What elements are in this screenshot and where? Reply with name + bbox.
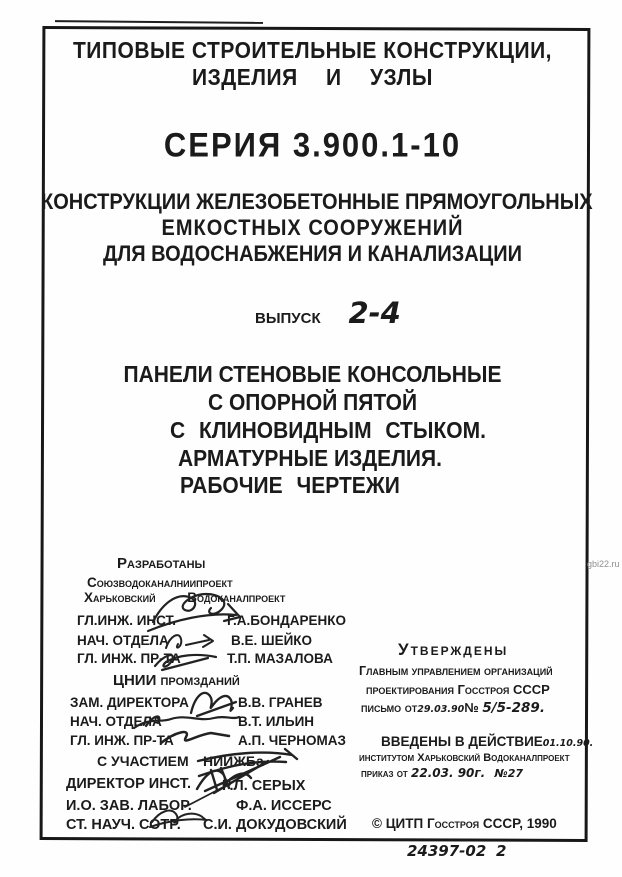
letter-date: 29.03.90 [417,704,465,715]
signer-role: ГЛ.ИНЖ. ИНСТ. [77,613,177,628]
by-institute: институтом Харьковский Водоканалпроект [359,752,570,764]
footer-page-number: 2 [496,842,507,860]
participation-org: НИИЖБа [203,753,264,769]
developed-org2: Харьковский Водоканалпроект [84,590,286,605]
approved-line2: проектирования Госстроя СССР [366,682,550,697]
developed-org1: Союзводоканалниипроект [87,575,233,590]
effective-row [381,734,593,749]
signer-name: Р.Л. СЕРЫХ [222,778,306,794]
watermark-text: gbi22.ru [587,559,620,569]
signer-role: СТ. НАУЧ. СОТР. [66,817,181,833]
subtitle-line5: РАБОЧИЕ ЧЕРТЕЖИ [180,473,400,499]
signer-role: НАЧ. ОТДЕЛА [77,633,169,648]
series-number: СЕРИЯ 3.900.1-10 [163,125,462,165]
doc-header-line1: ТИПОВЫЕ СТРОИТЕЛЬНЫЕ КОНСТРУКЦИИ, [72,38,553,64]
doc-header-line2: ИЗДЕЛИЯ И УЗЛЫ [192,65,433,91]
order-row [361,766,523,780]
signer-name: Ф.А. ИССЕРС [236,798,332,814]
main-title-line2: ЕМКОСТНЫХ СООРУЖЕНИЙ [161,216,464,241]
signer-role: ЗАМ. ДИРЕКТОРА [70,695,189,710]
copyright-line: © ЦИТП Госстроя СССР, 1990 [372,816,557,831]
order-number: №27 [494,767,523,780]
letter-label: письмо от [361,700,418,715]
developed-org3: ЦНИИ промзданий [113,672,240,689]
signer-name: В.Е. ШЕЙКО [231,633,313,648]
signer-name: С.И. ДОКУДОВСКИЙ [203,817,347,833]
issue-label: выпуск [255,305,321,328]
signer-role: И.О. ЗАВ. ЛАБОР. [66,798,192,814]
signer-name: А.П. ЧЕРНОМАЗ [238,733,346,748]
approved-line1: Главным управлением организаций [359,664,553,678]
main-title-line3: ДЛЯ ВОДОСНАБЖЕНИЯ И КАНАЛИЗАЦИИ [102,242,523,267]
developed-heading: Разработаны [117,555,206,572]
signer-role: ГЛ. ИНЖ. ПР-ТА [70,733,174,748]
subtitle-line2: С ОПОРНОЙ ПЯТОЙ [207,390,418,416]
participation-label: С УЧАСТИЕМ [97,753,189,769]
signer-name: Г.А.БОНДАРЕНКО [227,613,347,628]
signer-name: В.Т. ИЛЬИН [238,714,315,729]
subtitle-line1: ПАНЕЛИ СТЕНОВЫЕ КОНСОЛЬНЫЕ [123,362,502,388]
signer-role: ДИРЕКТОР ИНСТ. [66,776,192,792]
issue-row [255,296,401,330]
signer-role: НАЧ. ОТДЕЛА [70,714,162,729]
approval-letter-row [361,700,545,716]
order-label: приказ от [361,768,408,780]
footer-code: 24397-02 [407,842,487,860]
main-title-line1: КОНСТРУКЦИИ ЖЕЛЕЗОБЕТОННЫЕ ПРЯМОУГОЛЬНЫХ [41,190,593,215]
subtitle-line4: АРМАТУРНЫЕ ИЗДЕЛИЯ. [178,446,442,472]
effective-label: ВВЕДЕНЫ В ДЕЙСТВИЕ [381,734,543,749]
letter-number: 5/5-289. [482,700,545,716]
signer-name: Т.П. МАЗАЛОВА [227,651,333,666]
signer-role: ГЛ. ИНЖ. ПР-ТА [77,651,181,666]
letter-no-sign: № [464,700,479,715]
approved-heading: Утверждены [398,640,509,659]
signer-name: В.В. ГРАНЕВ [238,695,323,710]
issue-number: 2-4 [348,296,401,330]
effective-date: 01.10.90. [542,738,594,749]
subtitle-line3: С КЛИНОВИДНЫМ СТЫКОМ. [170,418,486,444]
scan-edge-artifact [55,20,263,24]
order-date: 22.03. 90г. [411,766,486,780]
